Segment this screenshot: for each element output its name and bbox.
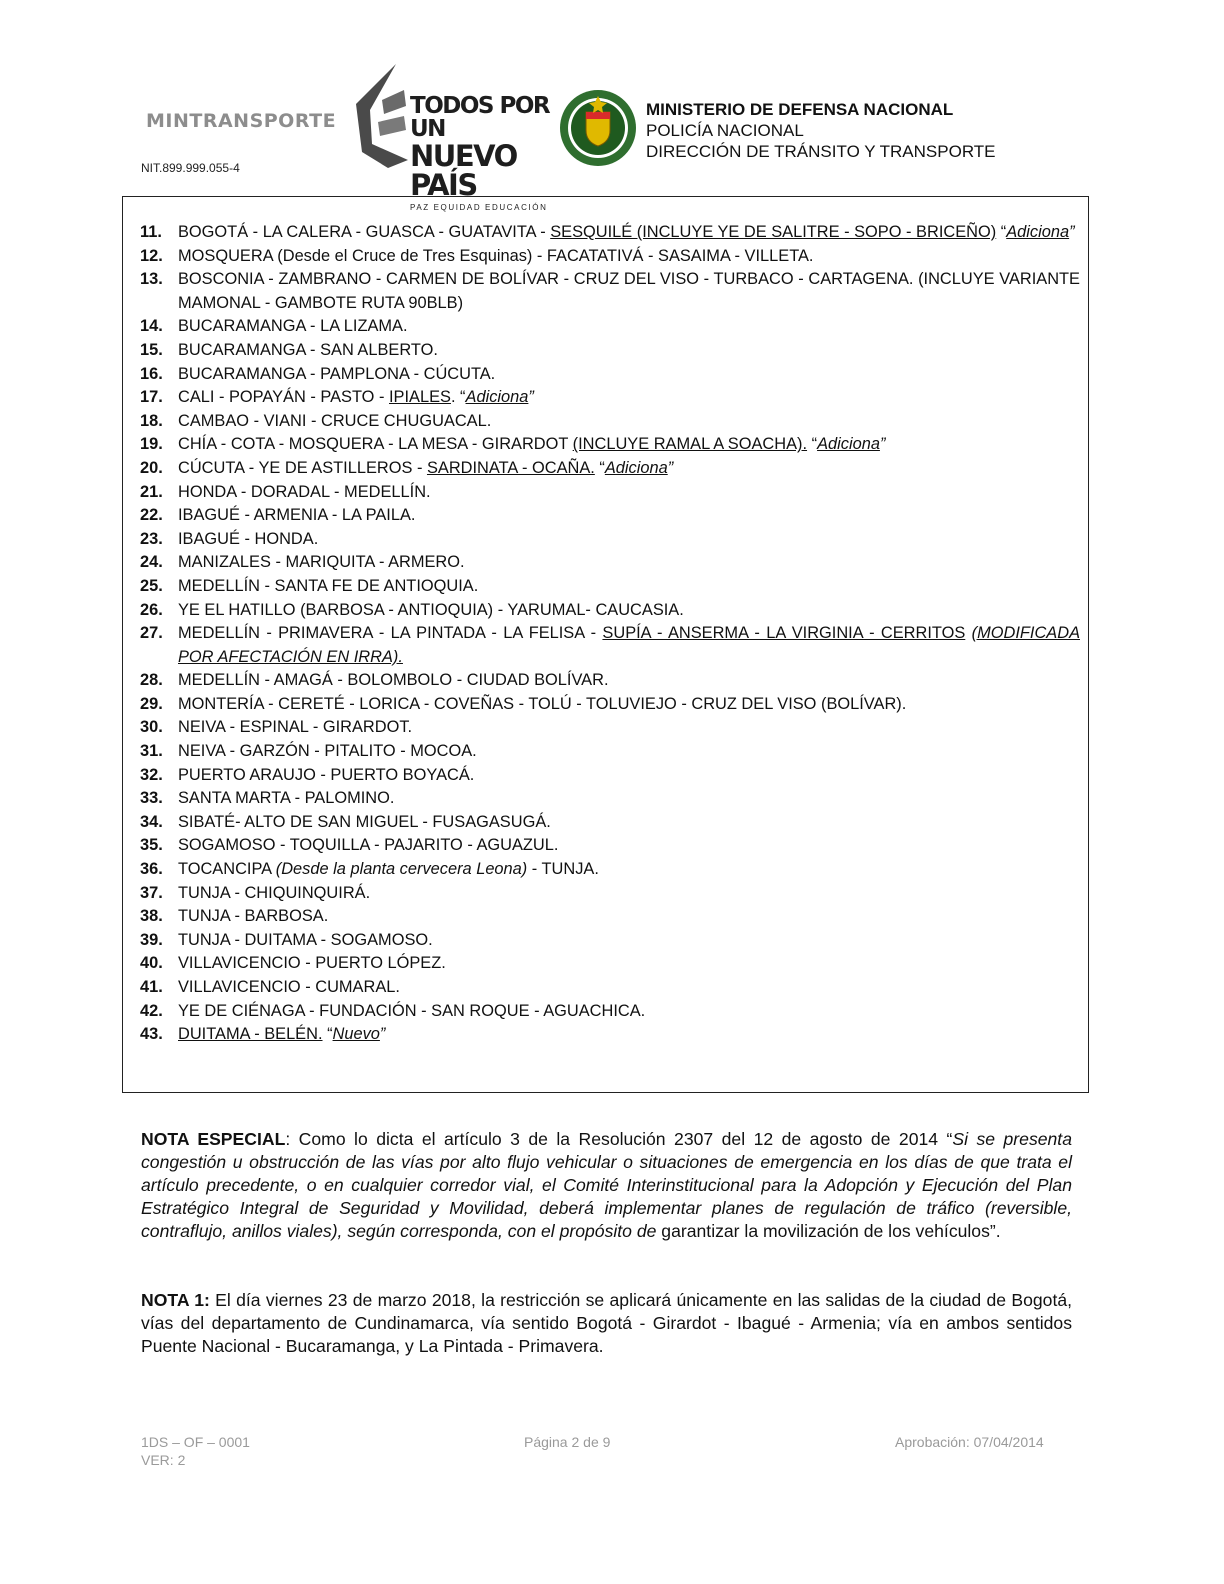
route-text [178, 882, 1080, 906]
mintransporte-wordmark: MINTRANSPORTE [146, 110, 337, 132]
route-text-segment: SOGAMOSO - TOQUILLA - PAJARITO - AGUAZUL. [178, 836, 559, 855]
footer-page-number: Página 2 de 9 [524, 1434, 611, 1450]
route-text-segment: SANTA MARTA - PALOMINO. [178, 789, 395, 808]
route-text-segment: ” [667, 458, 674, 477]
route-number: 31. [140, 742, 163, 761]
route-item [140, 1000, 1080, 1024]
route-text-segment: “ [996, 223, 1007, 241]
route-text [178, 622, 1080, 669]
route-text-segment: “ [807, 435, 818, 454]
route-text-segment: BOGOTÁ - LA CALERA - GUASCA - GUATAVITA - [178, 223, 551, 241]
route-text-segment: ” [879, 435, 886, 454]
route-text-segment: “ [594, 458, 605, 477]
route-number: 42. [140, 1001, 163, 1020]
route-text-segment: NEIVA - ESPINAL - GIRARDOT. [178, 718, 413, 737]
route-text [178, 764, 1080, 788]
route-text-segment: TUNJA - CHIQUINQUIRÁ. [178, 883, 371, 902]
route-item [140, 1023, 1080, 1047]
route-number: 37. [140, 883, 163, 902]
route-text [178, 952, 1080, 976]
route-text-segment: CÚCUTA - YE DE ASTILLEROS - [178, 458, 427, 477]
tpn-tagline: PAZ EQUIDAD EDUCACIÓN [410, 203, 548, 212]
footer-code: 1DS – OF – 0001 [141, 1434, 250, 1450]
route-text-segment: ” [379, 1025, 386, 1044]
route-number: 22. [140, 506, 163, 525]
route-number: 14. [140, 317, 163, 336]
route-text [178, 410, 1080, 434]
route-number: 25. [140, 576, 163, 595]
route-text [178, 693, 1080, 717]
route-item [140, 575, 1080, 599]
route-text-segment: VILLAVICENCIO - CUMARAL. [178, 978, 400, 996]
route-item [140, 481, 1080, 505]
route-text-segment: MEDELLÍN - AMAGÁ - BOLOMBOLO - CIUDAD BOLÍVAR. [178, 671, 609, 690]
route-number: 35. [140, 836, 163, 855]
route-text [178, 386, 1080, 410]
route-item [140, 976, 1080, 1000]
route-item [140, 528, 1080, 552]
route-number: 39. [140, 930, 163, 949]
route-item [140, 363, 1080, 387]
route-text-segment: MOSQUERA (Desde el Cruce de Tres Esquinas) - FACATATIVÁ - SASAIMA - VILLETA. [178, 246, 814, 265]
route-item [140, 929, 1080, 953]
route-text-segment: HONDA - DORADAL - MEDELLÍN. [178, 482, 431, 501]
route-text-segment: TUNJA - BARBOSA. [178, 907, 329, 926]
route-text-segment: “ [322, 1025, 333, 1044]
route-item [140, 410, 1080, 434]
route-text-segment: SUPÍA - ANSERMA - LA VIRGINIA - CERRITOS [602, 624, 966, 643]
route-text [178, 363, 1080, 387]
route-text-segment: IPIALES [389, 388, 451, 407]
policia-nacional-seal-icon [558, 86, 638, 170]
route-text-segment: IBAGUÉ - ARMENIA - LA PAILA. [178, 506, 416, 525]
nit-number: NIT.899.999.055-4 [141, 161, 240, 175]
route-number: 36. [140, 860, 163, 879]
route-text-segment: Adiciona [1006, 223, 1070, 241]
route-item [140, 551, 1080, 575]
route-item [140, 245, 1080, 269]
route-text [178, 976, 1080, 1000]
route-item [140, 834, 1080, 858]
route-item [140, 339, 1080, 363]
route-text [178, 740, 1080, 764]
route-text-segment: MEDELLÍN - SANTA FE DE ANTIOQUIA. [178, 576, 479, 595]
route-number: 24. [140, 553, 163, 572]
route-item [140, 622, 1080, 669]
footer-version: VER: 2 [141, 1452, 186, 1468]
route-text-segment: MONTERÍA - CERETÉ - LORICA - COVEÑAS - TOLÚ - TOLUVIEJO - CRUZ DEL VISO (BOLÍVAR). [178, 694, 907, 713]
route-text-segment: - TUNJA. [527, 860, 599, 879]
route-text [178, 504, 1080, 528]
route-text-segment: YE DE CIÉNAGA - FUNDACIÓN - SAN ROQUE - AGUACHICA. [178, 1001, 646, 1020]
route-number: 28. [140, 671, 163, 690]
route-text-segment: Adiciona [465, 388, 529, 407]
route-item [140, 386, 1080, 410]
route-number: 30. [140, 718, 163, 737]
route-item [140, 905, 1080, 929]
tpn-line-1: TODOS POR UN [410, 93, 550, 142]
route-item [140, 504, 1080, 528]
nota-especial-tail: garantizar la movilización de los vehículos”. [656, 1221, 1001, 1241]
route-text [178, 716, 1080, 740]
route-text-segment: ” [528, 388, 534, 407]
route-item [140, 740, 1080, 764]
route-text-segment: ” [1069, 223, 1075, 241]
route-item [140, 221, 1080, 245]
route-number: 17. [140, 388, 163, 407]
route-text-segment: Adiciona [817, 435, 880, 454]
route-item [140, 882, 1080, 906]
route-text-segment: PUERTO ARAUJO - PUERTO BOYACÁ. [178, 765, 475, 784]
nota-1-label: NOTA 1: [141, 1290, 210, 1310]
route-text-segment: BOSCONIA - ZAMBRANO - CARMEN DE BOLÍVAR - CRUZ DEL VISO - TURBACO - CARTAGENA. (INCLUYE VARIANTE MAMONAL - GAMBOTE RUTA 90BLB) [178, 270, 1080, 312]
route-number: 40. [140, 954, 163, 973]
route-text-segment: MANIZALES - MARIQUITA - ARMERO. [178, 553, 465, 572]
route-text [178, 433, 1080, 457]
route-item [140, 693, 1080, 717]
route-text [178, 669, 1080, 693]
route-text [178, 457, 1080, 481]
route-text-segment: CALI - POPAYÁN - PASTO - [178, 388, 389, 407]
route-text [178, 315, 1080, 339]
route-text-segment: YE EL HATILLO (BARBOSA - ANTIOQUIA) - YARUMAL- CAUCASIA. [178, 600, 684, 619]
policia-title: POLICÍA NACIONAL [646, 121, 804, 140]
route-text [178, 1000, 1080, 1024]
route-number: 43. [140, 1025, 163, 1044]
route-item [140, 457, 1080, 481]
route-number: 15. [140, 340, 163, 359]
route-text [178, 575, 1080, 599]
route-number: 23. [140, 529, 163, 548]
route-text [178, 787, 1080, 811]
route-text-segment: BUCARAMANGA - PAMPLONA - CÚCUTA. [178, 364, 496, 383]
route-text-segment: SIBATÉ- ALTO DE SAN MIGUEL - FUSAGASUGÁ. [178, 812, 551, 831]
route-text-segment: (MODIFICADA POR AFECTACIÓN EN IRRA). [178, 624, 1080, 666]
route-text-segment: DUITAMA - BELÉN. [178, 1025, 323, 1044]
route-number: 29. [140, 694, 163, 713]
route-item [140, 716, 1080, 740]
route-text-segment: SESQUILÉ (INCLUYE YE DE SALITRE - SOPO - BRICEÑO) [550, 223, 997, 241]
route-text [178, 929, 1080, 953]
route-number: 41. [140, 978, 163, 996]
route-text-segment: BUCARAMANGA - LA LIZAMA. [178, 317, 408, 336]
route-text-segment: . “ [450, 388, 466, 407]
route-item [140, 669, 1080, 693]
route-item [140, 268, 1080, 315]
route-text-segment: IBAGUÉ - HONDA. [178, 529, 319, 548]
tpn-line-2: NUEVO PAÍS [410, 139, 517, 202]
route-text [178, 1023, 1080, 1047]
route-text-segment: TOCANCIPA [178, 860, 276, 879]
route-number: 33. [140, 789, 163, 808]
route-number: 38. [140, 907, 163, 926]
route-text [178, 551, 1080, 575]
route-text-segment: Nuevo [332, 1025, 380, 1044]
route-text [178, 858, 1080, 882]
route-text [178, 481, 1080, 505]
route-item [140, 315, 1080, 339]
route-number: 18. [140, 411, 163, 430]
route-item [140, 811, 1080, 835]
direccion-title: DIRECCIÓN DE TRÁNSITO Y TRANSPORTE [646, 142, 996, 161]
route-text [178, 811, 1080, 835]
route-text [178, 834, 1080, 858]
route-number: 21. [140, 482, 163, 501]
route-text [178, 599, 1080, 623]
route-item [140, 858, 1080, 882]
todos-por-un-nuevo-pais-logo [410, 95, 550, 212]
route-number: 20. [140, 458, 163, 477]
route-text-segment: TUNJA - DUITAMA - SOGAMOSO. [178, 930, 433, 949]
ministerio-title: MINISTERIO DE DEFENSA NACIONAL [646, 100, 954, 119]
route-number: 26. [140, 600, 163, 619]
route-text [178, 339, 1080, 363]
nota-1-text: El día viernes 23 de marzo 2018, la restricción se aplicará únicamente en las salidas de la ciudad de Bogotá, vías del departamento de Cundinamarca, vía sentido Bogotá - Girardot - Ibagué - Armenia; vía en ambos sentidos Puente Nacional - Bucaramanga, y La Pintada - Primavera. [141, 1290, 1073, 1356]
nota-especial-label: NOTA ESPECIAL [141, 1129, 286, 1149]
mintransporte-logo [140, 104, 337, 138]
route-item [140, 787, 1080, 811]
footer-document-code [141, 1433, 250, 1469]
route-number: 27. [140, 624, 163, 643]
route-number: 13. [140, 270, 163, 289]
institution-header [646, 99, 996, 162]
route-item [140, 433, 1080, 457]
route-text-segment: BUCARAMANGA - SAN ALBERTO. [178, 340, 438, 359]
route-list [140, 221, 1080, 1047]
route-text-segment: (INCLUYE RAMAL A SOACHA). [572, 435, 808, 454]
route-text-segment: CAMBAO - VIANI - CRUCE CHUGUACAL. [178, 411, 492, 430]
route-number: 34. [140, 812, 163, 831]
route-number: 19. [140, 435, 163, 454]
route-text [178, 245, 1080, 269]
route-number: 12. [140, 246, 163, 265]
route-text [178, 221, 1080, 245]
route-text-segment: Adiciona [604, 458, 668, 477]
route-text [178, 905, 1080, 929]
route-text-segment: (Desde la planta cervecera Leona) [275, 860, 528, 879]
route-item [140, 599, 1080, 623]
route-number: 32. [140, 765, 163, 784]
route-text [178, 268, 1080, 315]
route-number: 11. [140, 223, 162, 241]
nota-1-paragraph [141, 1289, 1072, 1358]
route-text-segment: CHÍA - COTA - MOSQUERA - LA MESA - GIRARDOT [178, 435, 573, 454]
route-text-segment: MEDELLÍN - PRIMAVERA - LA PINTADA - LA FELISA - [178, 624, 603, 643]
route-number: 16. [140, 364, 163, 383]
route-text [178, 528, 1080, 552]
nota-especial-quote: Si se presenta congestión u obstrucción de las vías por alto flujo vehicular o situaciones de emergencia en los días de que trata el artículo precedente, o en cualquier corredor vial, el Comité Interinstitucional para la Adopción y Ejecución del Plan Estratégico Integral de Seguridad y Movilidad, deberá implementar planes de regulación de tráfico (reversible, contraflujo, anillos viales), según corresponda, con el propósito de [141, 1129, 1072, 1241]
route-text-segment: NEIVA - GARZÓN - PITALITO - MOCOA. [178, 742, 477, 761]
route-item [140, 764, 1080, 788]
nota-especial-intro: : Como lo dicta el artículo 3 de la Resolución 2307 del 12 de agosto de 2014 “ [285, 1129, 953, 1149]
nota-especial-paragraph [141, 1128, 1072, 1243]
footer-approval-date: Aprobación: 07/04/2014 [895, 1434, 1044, 1450]
route-text-segment: SARDINATA - OCAÑA. [426, 458, 595, 477]
route-item [140, 952, 1080, 976]
route-text-segment: VILLAVICENCIO - PUERTO LÓPEZ. [178, 954, 446, 973]
